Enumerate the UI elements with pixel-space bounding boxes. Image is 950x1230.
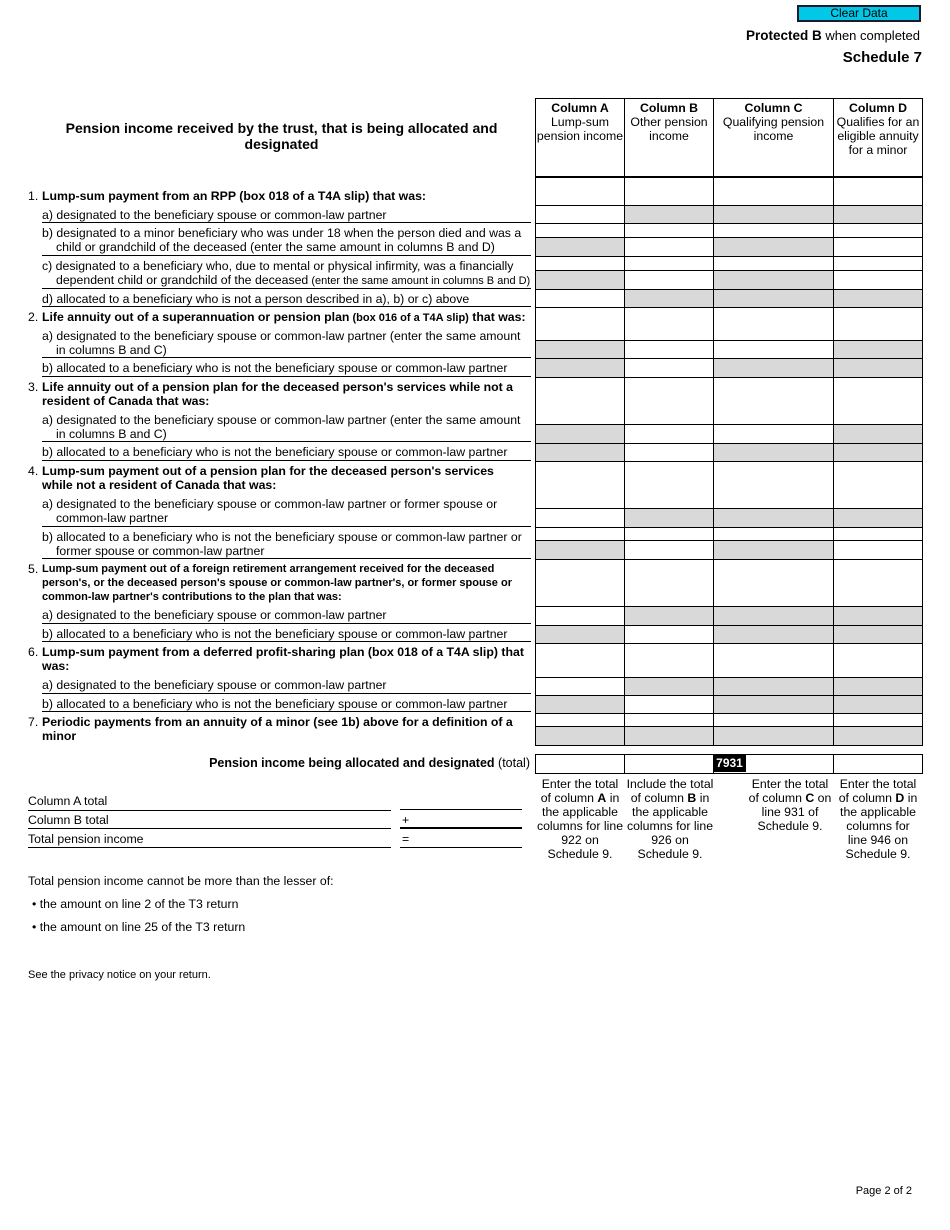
- total-pension-income-input[interactable]: [400, 847, 522, 848]
- item-title: Periodic payments from an annuity of a minor (see 1b) above for a definition of a minor: [42, 715, 513, 743]
- shaded-cell: [833, 625, 923, 644]
- shaded-cell: [535, 358, 625, 378]
- amount-input-col-B[interactable]: [624, 358, 714, 378]
- shaded-cell: [833, 205, 923, 224]
- item-6-sub-a: a) designated to the beneficiary spouse or common-law partner: [42, 678, 387, 692]
- row-rule: [42, 357, 531, 358]
- shaded-cell: [833, 340, 923, 359]
- schedule-title: Schedule 7: [842, 49, 922, 66]
- line-7931-label: 7931: [713, 755, 746, 772]
- amount-input-col-B[interactable]: [624, 270, 714, 290]
- shaded-cell: [713, 540, 834, 560]
- shaded-cell: [624, 726, 714, 746]
- item-title: Lump-sum payment from an RPP (box 018 of a T4A slip) that was:: [42, 189, 427, 203]
- shaded-cell: [713, 726, 834, 746]
- item-1-title: [28, 189, 528, 203]
- table-cell: [833, 559, 923, 607]
- shaded-cell: [535, 270, 625, 290]
- item-1-sub-b: b) designated to a minor beneficiary who was under 18 when the person died and was a child or grandchild of the deceased (enter the same amount in columns B and D): [42, 226, 522, 254]
- table-cell: [833, 461, 923, 509]
- amount-input-col-D[interactable]: [833, 223, 923, 238]
- shaded-cell: [713, 237, 834, 257]
- column-b-total-input[interactable]: [400, 827, 522, 829]
- plus-sign: +: [402, 813, 410, 827]
- shaded-cell: [535, 695, 625, 714]
- amount-input-col-D[interactable]: [833, 713, 923, 727]
- divider: [28, 847, 391, 848]
- amount-input-col-C[interactable]: [713, 340, 834, 359]
- item-title: Lump-sum payment from a deferred profit-sharing plan (box 018 of a T4A slip) that was:: [42, 645, 524, 673]
- privacy-notice: See the privacy notice on your return.: [28, 969, 211, 981]
- amount-input-col-A[interactable]: [535, 606, 625, 626]
- column-c-header: Column C Qualifying pension income: [713, 98, 834, 177]
- shaded-cell: [833, 358, 923, 378]
- row-rule: [42, 641, 531, 642]
- total-col-b-input[interactable]: [624, 754, 714, 774]
- table-cell: [624, 559, 714, 607]
- shaded-cell: [713, 606, 834, 626]
- item-4-sub-b: b) allocated to a beneficiary who is not the beneficiary spouse or common-law partner or former spouse or common-law partner: [42, 530, 522, 558]
- total-row-label: Pension income being allocated and designated (total): [209, 756, 530, 770]
- amount-input-col-D[interactable]: [833, 540, 923, 560]
- table-cell: [624, 307, 714, 341]
- item-title: Lump-sum payment out of a foreign retirement arrangement received for the deceased person's, or the deceased person's spouse or common-law partner's, or former spouse or common-law partner's contributions to the plan that was:: [42, 563, 512, 603]
- item-number: 4.: [28, 464, 39, 478]
- table-cell: [713, 307, 834, 341]
- item-1-sub-c: c) designated to a beneficiary who, due to mental or physical infirmity, was a financially dependent child or grandchild of the deceased (enter the same amount in columns B and D): [42, 259, 531, 287]
- amount-input-col-A[interactable]: [535, 508, 625, 528]
- shaded-cell: [833, 677, 923, 696]
- row-rule: [42, 711, 531, 712]
- table-cell: [535, 177, 625, 206]
- table-cell: [833, 643, 923, 678]
- amount-input-col-C[interactable]: [713, 223, 834, 238]
- shaded-cell: [535, 424, 625, 444]
- shaded-cell: [535, 443, 625, 462]
- amount-input-col-A[interactable]: [535, 223, 625, 238]
- shaded-cell: [535, 237, 625, 257]
- amount-input-col-B[interactable]: [624, 540, 714, 560]
- shaded-cell: [713, 205, 834, 224]
- item-4-sub-a: a) designated to the beneficiary spouse or common-law partner or former spouse or common-law partner: [42, 497, 498, 525]
- item-5-sub-a: a) designated to the beneficiary spouse or common-law partner: [42, 608, 387, 622]
- shaded-cell: [713, 695, 834, 714]
- amount-input-col-B[interactable]: [624, 625, 714, 644]
- column-c-note: Enter the total of column C on line 931 of Schedule 9.: [748, 777, 832, 833]
- clear-data-button[interactable]: Clear Data: [797, 5, 921, 22]
- total-pension-income-label: Total pension income: [28, 832, 144, 846]
- table-cell: [833, 307, 923, 341]
- item-number: 7.: [28, 715, 39, 729]
- amount-input-col-B[interactable]: [624, 713, 714, 727]
- item-title-note: (box 016 of a T4A slip): [349, 312, 469, 324]
- amount-input-col-A[interactable]: [535, 205, 625, 224]
- total-col-d-input[interactable]: [833, 754, 923, 774]
- amount-input-col-A[interactable]: [535, 677, 625, 696]
- table-cell: [535, 461, 625, 509]
- row-rule: [42, 222, 531, 223]
- amount-input-col-B[interactable]: [624, 223, 714, 238]
- table-cell: [535, 307, 625, 341]
- shaded-cell: [535, 625, 625, 644]
- table-cell: [713, 377, 834, 425]
- item-title: Life annuity out of a superannuation or pension plan (box 016 of a T4A slip) that was:: [42, 310, 526, 324]
- item-2-sub-b: b) allocated to a beneficiary who is not the beneficiary spouse or common-law partner: [42, 361, 508, 375]
- row-rule: [42, 288, 531, 289]
- amount-input-col-B[interactable]: [624, 340, 714, 359]
- equals-sign: =: [402, 832, 410, 846]
- table-cell: [535, 559, 625, 607]
- item-6-sub-b: b) allocated to a beneficiary who is not the beneficiary spouse or common-law partner: [42, 697, 508, 711]
- table-cell: [713, 559, 834, 607]
- table-cell: [624, 643, 714, 678]
- table-cell: [624, 377, 714, 425]
- shaded-cell: [833, 443, 923, 462]
- bullet-item: • the amount on line 2 of the T3 return: [32, 897, 239, 911]
- shaded-cell: [833, 289, 923, 308]
- section-title: Pension income received by the trust, that is being allocated and designated: [65, 120, 498, 152]
- item-title: Life annuity out of a pension plan for the deceased person's services while not a resident of Canada that was:: [42, 380, 513, 408]
- shaded-cell: [833, 606, 923, 626]
- shaded-cell: [624, 677, 714, 696]
- amount-input-col-B[interactable]: [624, 527, 714, 541]
- row-rule: [42, 306, 531, 307]
- column-b-header: Column B Other pension income: [624, 98, 714, 177]
- item-1-sub-d: d) allocated to a beneficiary who is not a person described in a), b) or c) above: [42, 292, 470, 306]
- shaded-cell: [713, 358, 834, 378]
- column-b-total-label: Column B total: [28, 813, 109, 827]
- table-cell: [713, 461, 834, 509]
- table-cell: [624, 461, 714, 509]
- item-number: 1.: [28, 189, 39, 203]
- item-title: Lump-sum payment out of a pension plan for the deceased person's services while not a resident of Canada that was:: [42, 464, 494, 492]
- item-6-title: [28, 645, 528, 673]
- amount-input-col-B[interactable]: [624, 237, 714, 257]
- shaded-cell: [535, 726, 625, 746]
- shaded-cell: [713, 677, 834, 696]
- table-cell: [535, 377, 625, 425]
- shaded-cell: [624, 289, 714, 308]
- table-cell: [713, 177, 834, 206]
- shaded-cell: [713, 625, 834, 644]
- item-3-sub-b: b) allocated to a beneficiary who is not the beneficiary spouse or common-law partner: [42, 445, 508, 459]
- table-cell: [833, 177, 923, 206]
- amount-input-col-D[interactable]: [833, 256, 923, 271]
- sub-note: (enter the same amount in columns B and D): [308, 275, 531, 287]
- amount-input-col-A[interactable]: [535, 527, 625, 541]
- shaded-cell: [713, 289, 834, 308]
- item-7-title: [28, 715, 528, 743]
- column-a-total-input[interactable]: [400, 809, 522, 810]
- amount-input-col-D[interactable]: [833, 527, 923, 541]
- row-rule: [42, 526, 531, 527]
- amount-input-col-C[interactable]: [713, 256, 834, 271]
- item-5-title: [28, 562, 528, 604]
- shaded-cell: [624, 508, 714, 528]
- amount-input-col-B[interactable]: [624, 424, 714, 444]
- divider: [28, 828, 391, 829]
- page-number: Page 2 of 2: [855, 1185, 912, 1197]
- total-col-a-input[interactable]: [535, 754, 625, 774]
- item-3-title: [28, 380, 528, 408]
- item-number: 5.: [28, 562, 39, 576]
- shaded-cell: [833, 424, 923, 444]
- row-rule: [42, 558, 531, 559]
- shaded-cell: [535, 540, 625, 560]
- protected-b-label: Protected B when completed: [745, 28, 920, 43]
- column-d-note: Enter the total of column D in the applicable columns for line 946 on Schedule 9.: [838, 777, 918, 861]
- shaded-cell: [713, 270, 834, 290]
- column-b-note: Include the total of column B in the applicable columns for line 926 on Schedule 9.: [626, 777, 714, 861]
- shaded-cell: [535, 340, 625, 359]
- item-2-title: [28, 310, 528, 325]
- column-d-header: Column D Qualifies for an eligible annuity for a minor: [833, 98, 923, 177]
- item-1-sub-a: a) designated to the beneficiary spouse or common-law partner: [42, 208, 387, 222]
- amount-input-col-D[interactable]: [833, 237, 923, 257]
- row-rule: [42, 255, 531, 256]
- table-cell: [713, 643, 834, 678]
- shaded-cell: [624, 606, 714, 626]
- amount-input-col-C[interactable]: [713, 527, 834, 541]
- row-rule: [42, 441, 531, 442]
- amount-input-col-C[interactable]: [713, 424, 834, 444]
- table-cell: [624, 177, 714, 206]
- amount-input-col-B[interactable]: [624, 256, 714, 271]
- shaded-cell: [833, 508, 923, 528]
- amount-input-col-A[interactable]: [535, 256, 625, 271]
- amount-input-col-B[interactable]: [624, 443, 714, 462]
- amount-input-col-B[interactable]: [624, 695, 714, 714]
- limit-note: Total pension income cannot be more than the lesser of:: [28, 874, 334, 888]
- row-rule: [42, 623, 531, 624]
- amount-input-col-A[interactable]: [535, 289, 625, 308]
- item-number: 6.: [28, 645, 39, 659]
- shaded-cell: [833, 726, 923, 746]
- row-rule: [42, 460, 531, 461]
- bullet-item: • the amount on line 25 of the T3 return: [32, 920, 246, 934]
- table-cell: [535, 643, 625, 678]
- row-rule: [42, 693, 531, 694]
- shaded-cell: [713, 443, 834, 462]
- item-4-title: [28, 464, 528, 492]
- table-cell: [833, 377, 923, 425]
- column-a-header: Column A Lump-sum pension income: [535, 98, 625, 177]
- column-a-note: Enter the total of column A in the applicable columns for line 922 on Schedule 9.: [536, 777, 624, 861]
- item-2-sub-a: a) designated to the beneficiary spouse or common-law partner (enter the same amount in columns B and C): [42, 329, 521, 357]
- divider: [28, 810, 391, 811]
- row-rule: [42, 376, 531, 377]
- item-number: 2.: [28, 310, 39, 324]
- amount-input-col-A[interactable]: [535, 713, 625, 727]
- item-5-sub-b: b) allocated to a beneficiary who is not the beneficiary spouse or common-law partner: [42, 627, 508, 641]
- shaded-cell: [624, 205, 714, 224]
- amount-input-col-D[interactable]: [833, 270, 923, 290]
- item-3-sub-a: a) designated to the beneficiary spouse or common-law partner (enter the same amount in columns B and C): [42, 413, 521, 441]
- column-a-total-label: Column A total: [28, 794, 108, 808]
- amount-input-col-C[interactable]: [713, 713, 834, 727]
- item-number: 3.: [28, 380, 39, 394]
- shaded-cell: [713, 508, 834, 528]
- shaded-cell: [833, 695, 923, 714]
